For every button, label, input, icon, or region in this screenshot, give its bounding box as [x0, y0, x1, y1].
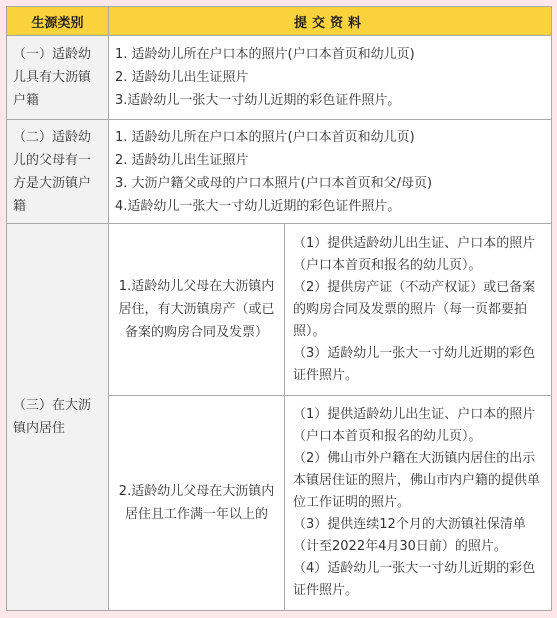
header-source-category: 生源类别: [7, 7, 109, 36]
materials-cell-parent-hukou: [109, 120, 552, 224]
list-item: 2. 适龄幼儿出生证照片: [115, 152, 249, 168]
condition-cell-property: 1.适龄幼儿父母在大沥镇内居住，有大沥镇房产（或已备案的购房合同及发票）: [109, 224, 285, 396]
list-item: （2）佛山市外户籍在大沥镇内居住的出示本镇居住证的照片，佛山市内户籍的提供单位工作证明的照片。: [293, 451, 541, 510]
materials-cell-local-hukou: [109, 36, 552, 120]
requirements-cell-property: [285, 224, 552, 396]
list-item: 2. 适龄幼儿出生证照片: [115, 70, 249, 85]
list-item: （1）提供适龄幼儿出生证、户口本的照片（户口本首页和报名的幼儿页）。: [293, 407, 536, 444]
table-row: [7, 224, 552, 396]
category-cell-parent-hukou: （二）适龄幼儿的父母有一方是大沥镇户籍: [7, 120, 109, 224]
list-item: （1）提供适龄幼儿出生证、户口本的照片（户口本首页和报名的幼儿页）。: [293, 235, 536, 273]
table-header-row: [7, 7, 552, 36]
table-row: [7, 120, 552, 224]
table-row: [7, 36, 552, 120]
list-item: 3. 大沥户籍父或母的户口本照片(户口本首页和父/母页): [115, 175, 433, 191]
category-cell-local-hukou: （一）适龄幼儿具有大沥镇户籍: [7, 36, 109, 120]
list-item: 1. 适龄幼儿所在户口本的照片(户口本首页和幼儿页): [115, 47, 415, 62]
list-item: 3.适龄幼儿一张大一寸幼儿近期的彩色证件照片。: [115, 93, 401, 108]
list-item: （3）提供连续12个月的大沥镇社保清单（计至2022年4月30日前）的照片。: [293, 517, 526, 554]
list-item: （2）提供房产证（不动产权证）或已备案的购房合同及发票的照片（每一页都要拍照）。: [293, 279, 536, 339]
list-item: （4）适龄幼儿一张大一寸幼儿近期的彩色证件照片。: [293, 561, 536, 598]
requirements-cell-employment: [285, 396, 552, 611]
category-cell-residence: （三）在大沥镇内居住: [7, 224, 109, 611]
header-materials: 提交资料: [109, 7, 552, 36]
list-item: 4.适龄幼儿一张大一寸幼儿近期的彩色证件照片。: [115, 198, 401, 214]
condition-cell-employment: 2.适龄幼儿父母在大沥镇内居住且工作满一年以上的: [109, 396, 285, 611]
enrollment-materials-table: [6, 6, 552, 611]
list-item: 1. 适龄幼儿所在户口本的照片(户口本首页和幼儿页): [115, 129, 415, 145]
list-item: （3）适龄幼儿一张大一寸幼儿近期的彩色证件照片。: [293, 345, 536, 383]
